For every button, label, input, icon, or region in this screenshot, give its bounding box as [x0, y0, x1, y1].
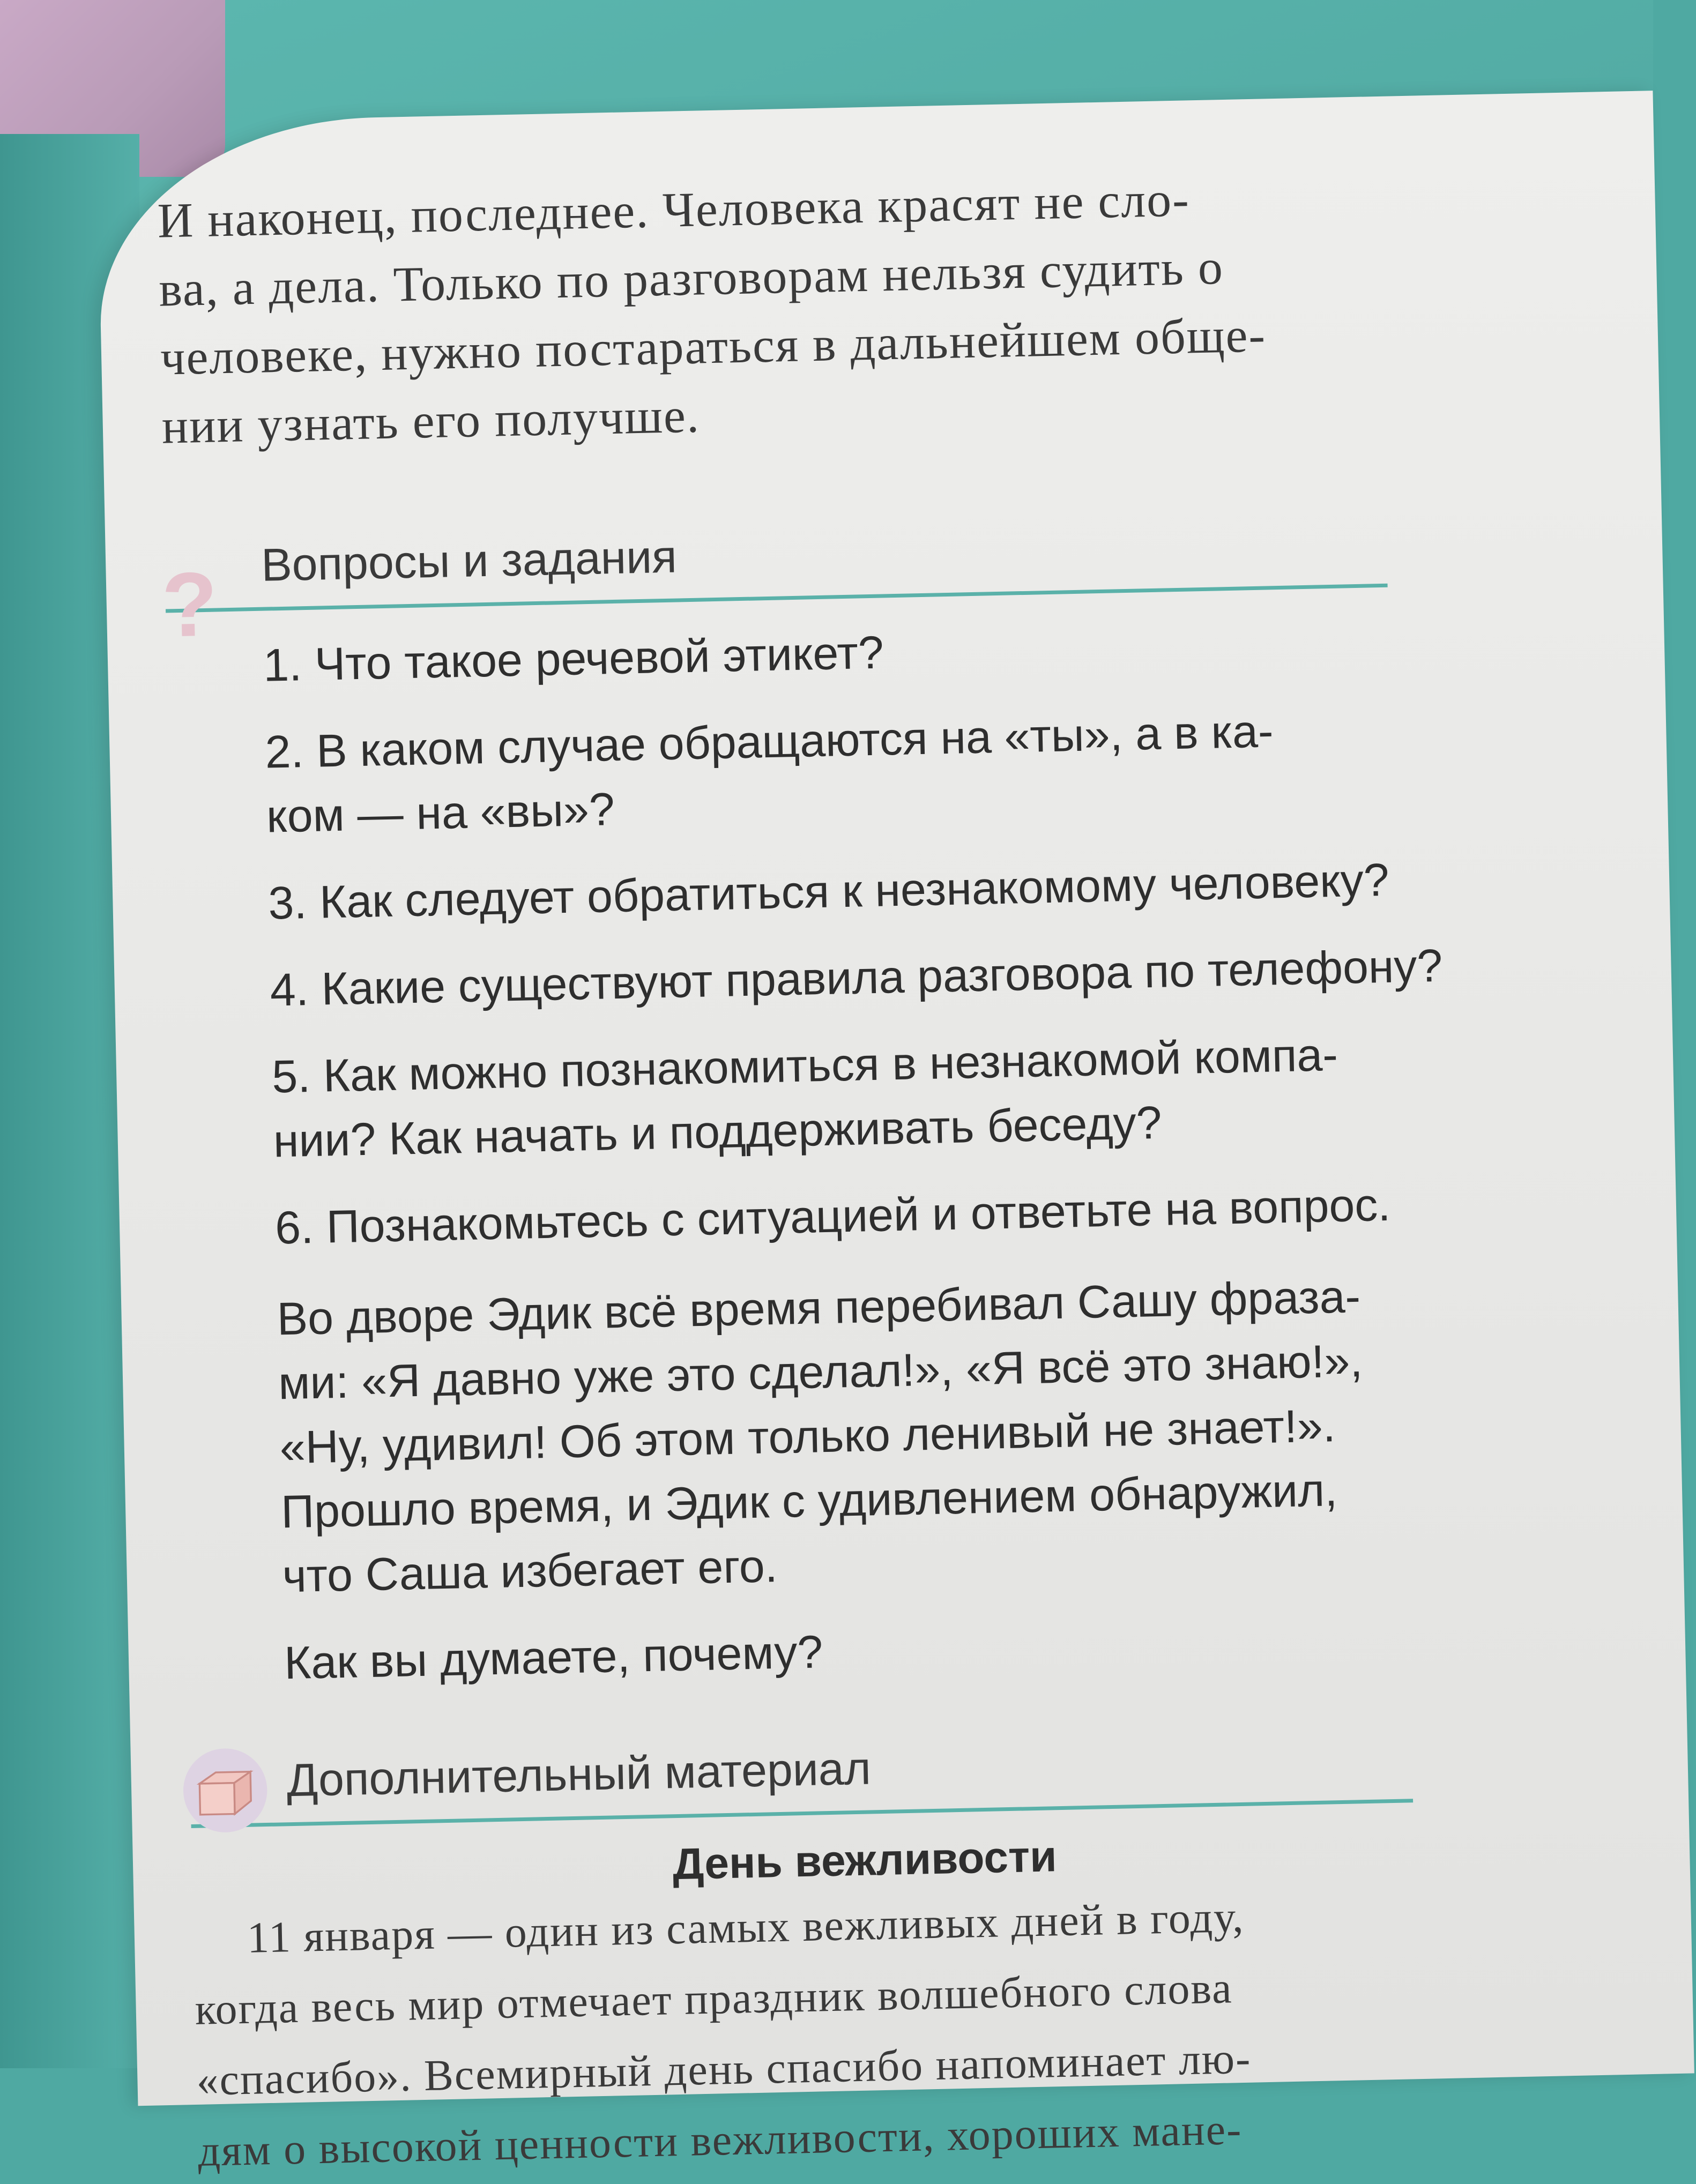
intro-line: нии узнать его получше. — [161, 387, 701, 454]
question-line: 5. Как можно познакомиться в незнакомой компа- — [271, 1028, 1338, 1103]
questions-list — [166, 608, 1485, 1697]
intro-line: человеке, нужно постараться в дальнейшем обще- — [160, 307, 1267, 385]
page-content — [157, 159, 1516, 2183]
situation-line: ми: «Я давно уже это сделал!», «Я всё это знаю!», — [278, 1335, 1364, 1410]
situation-line: Во дворе Эдик всё время перебивал Сашу фраза- — [276, 1271, 1361, 1345]
questions-header — [164, 516, 1387, 613]
question-item — [263, 608, 1464, 698]
question-item — [267, 846, 1469, 936]
article-line: дям о высокой ценности вежливости, хороших мане- — [197, 2105, 1243, 2175]
extra-header — [190, 1731, 1413, 1828]
question-mark-icon: ? — [160, 553, 219, 657]
book-page — [96, 91, 1694, 2175]
question-line: нии? Как начать и поддерживать беседу? — [272, 1097, 1163, 1167]
article-line: «спасибо». Всемирный день спасибо напоминает лю- — [196, 2033, 1252, 2105]
section-title: Вопросы и задания — [261, 531, 678, 591]
question-line: 3. Как следует обратиться к незнакомому человеку? — [267, 854, 1390, 929]
article-text — [193, 1880, 1517, 2182]
situation-line: что Саша избегает его. — [281, 1540, 778, 1602]
question-line: 2. В каком случае обращаются на «ты», а в ка- — [264, 705, 1274, 778]
questions-section — [160, 513, 1507, 1697]
situation-line: «Ну, удивил! Об этом только ленивый не знает!». — [279, 1400, 1336, 1474]
box-icon — [178, 1744, 272, 1837]
intro-paragraph — [157, 159, 1481, 460]
situation-text — [277, 1262, 1484, 1609]
question-item — [270, 933, 1471, 1023]
question-line: 1. Что такое речевой этикет? — [263, 627, 884, 691]
section-title: Дополнительный материал — [286, 1742, 872, 1807]
situation-line: Прошло время, и Эдик с удивлением обнаружил, — [280, 1464, 1338, 1538]
article-line: когда весь мир отмечает праздник волшебного слова — [194, 1963, 1233, 2034]
question-line: 6. Познакомьтесь с ситуацией и ответьте на вопрос. — [274, 1179, 1392, 1254]
intro-line: ва, а дела. Только по разговорам нельзя судить о — [158, 240, 1224, 317]
article-title: День вежливости — [672, 1832, 1058, 1889]
question-item — [264, 695, 1468, 849]
question-line: ком — на «вы»? — [266, 784, 615, 843]
final-question: Как вы думаете, почему? — [284, 1626, 824, 1689]
question-item — [271, 1020, 1475, 1174]
intro-line: И наконец, последнее. Человека красят не сло- — [157, 172, 1191, 248]
article-line: 11 января — один из самых вежливых дней в году, — [247, 1892, 1245, 1962]
question-line: 4. Какие существуют правила разговора по телефону? — [269, 940, 1444, 1016]
question-item — [274, 1171, 1476, 1261]
extra-section — [190, 1729, 1517, 2183]
